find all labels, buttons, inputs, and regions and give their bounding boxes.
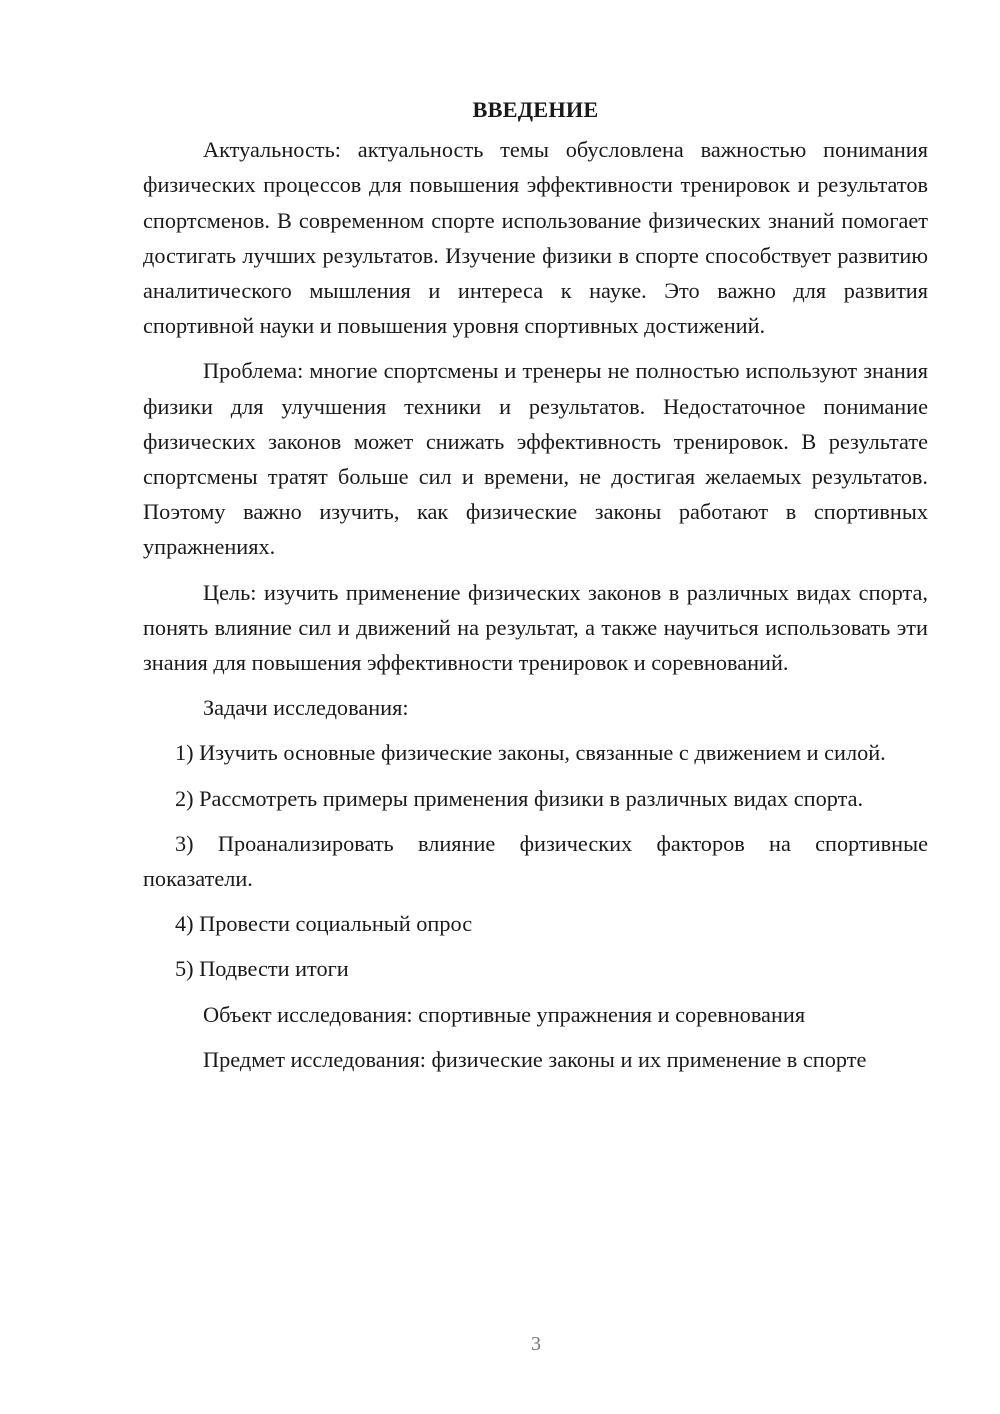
- tasks-list: [143, 735, 928, 986]
- document-page: [143, 92, 928, 1087]
- problem-paragraph: Проблема: многие спортсмены и тренеры не полностью используют знания физики для улучшения техники и результатов. Недостаточное понимание физических законов может снижать эффективность тренировок. В результате спортсмены тратят больше сил и времени, не достигая желаемых результатов. Поэтому важно изучить, как физические законы работают в спортивных упражнениях.: [143, 358, 928, 560]
- task-item: 4) Провести социальный опрос: [175, 911, 473, 937]
- task-item: 3) Проанализировать влияние физических факторов на спортивные показатели.: [143, 830, 928, 892]
- section-title: ВВЕДЕНИЕ: [472, 97, 599, 122]
- task-item: 2) Рассмотреть примеры применения физики в различных видах спорта.: [175, 785, 864, 811]
- goal-paragraph: Цель: изучить применение физических законов в различных видах спорта, понять влияние сил и движений на результат, а также научиться использовать эти знания для повышения эффективности тренировок и соревнований.: [143, 579, 928, 676]
- page-number: 3: [531, 1333, 541, 1355]
- research-subject: Предмет исследования: физические законы и их применение в спорте: [203, 1046, 867, 1072]
- relevance-paragraph: Актуальность: актуальность темы обусловлена важностью понимания физических процессов для повышения эффективности тренировок и результатов спортсменов. В современном спорте использование физических знаний помогает достигать лучших результатов. Изучение физики в спорте способствует развитию аналитического мышления и интереса к науке. Это важно для развития спортивной науки и повышения уровня спортивных достижений.: [143, 137, 928, 339]
- research-object: Объект исследования: спортивные упражнения и соревнования: [203, 1001, 806, 1027]
- task-item: 1) Изучить основные физические законы, связанные с движением и силой.: [175, 740, 886, 766]
- tasks-heading: Задачи исследования:: [203, 695, 409, 721]
- task-item: 5) Подвести итоги: [175, 956, 349, 982]
